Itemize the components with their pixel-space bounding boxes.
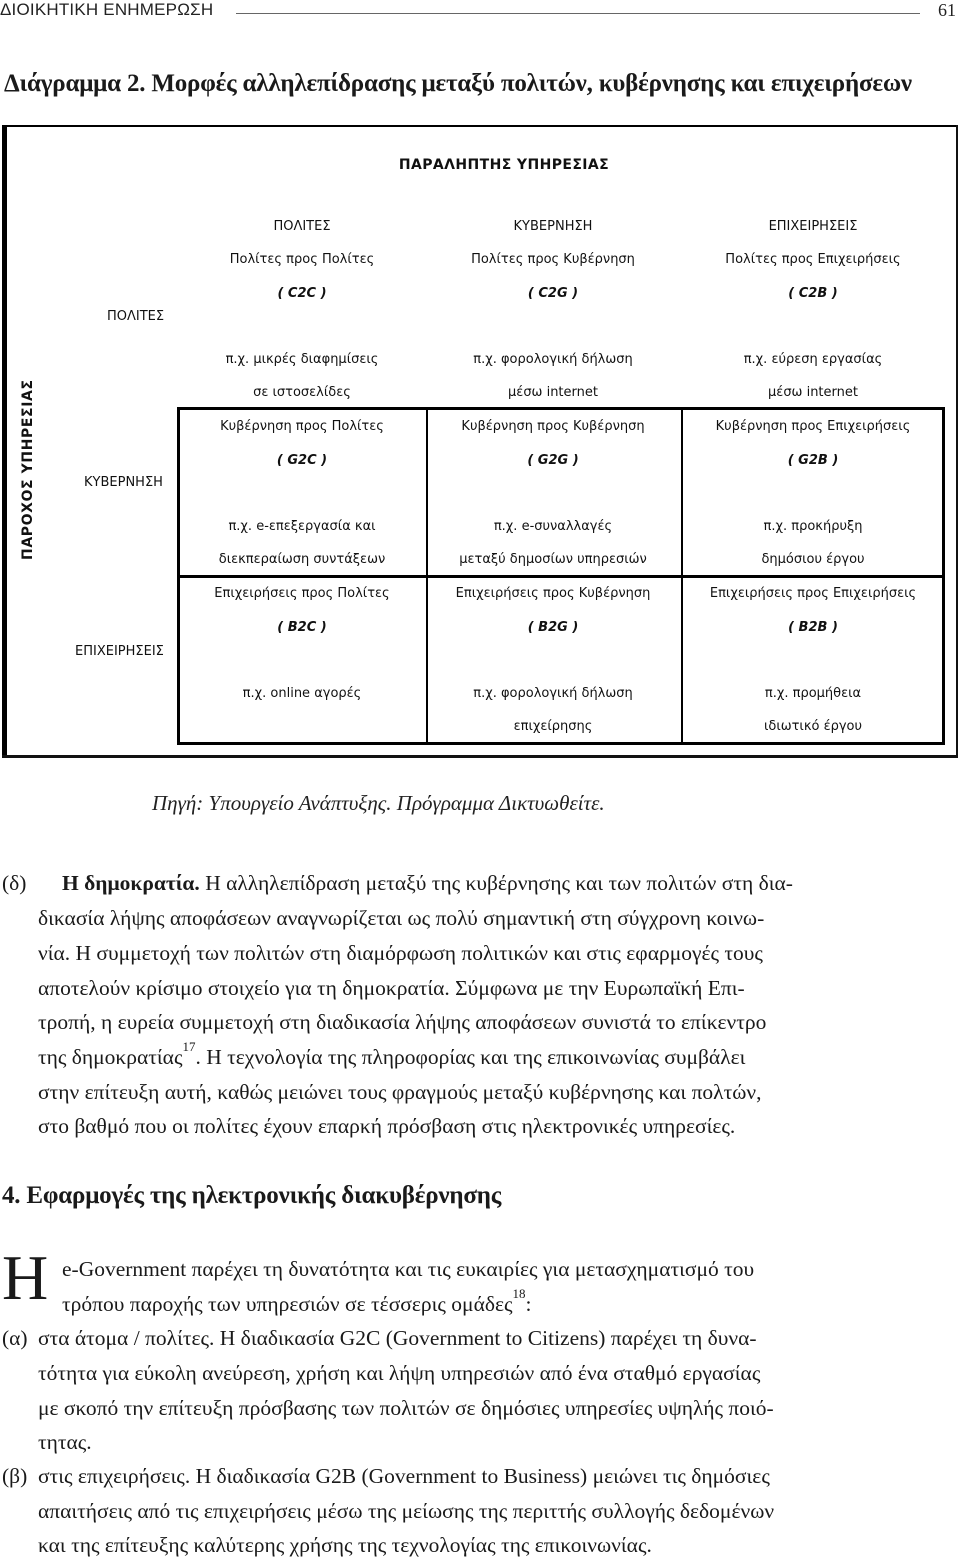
paragraph-line: e-Government παρέχει τη δυνατότητα και τις ευκαιρίες για μετασχηματισμό του bbox=[62, 1257, 755, 1281]
provider-title bbox=[20, 532, 36, 560]
cell-title: Πολίτες προς Πολίτες bbox=[229, 252, 375, 267]
column-header-businesses: ΕΠΙΧΕΙΡΗΣΕΙΣ bbox=[768, 219, 858, 234]
cell-title: Κυβέρνηση προς Επιχειρήσεις bbox=[715, 419, 911, 434]
paragraph-line: τητας. bbox=[38, 1430, 92, 1454]
cell-title: Επιχειρήσεις προς Πολίτες bbox=[214, 586, 390, 601]
paragraph-line: στην επίτευξη αυτή, καθώς μειώνει τους φραγμούς μεταξύ κυβέρνησης και πολτών, bbox=[38, 1080, 762, 1104]
paragraph-text: . Η τεχνολογία της πληροφορίας και της επικοινωνίας συμβάλει bbox=[195, 1045, 746, 1069]
cell-example: π.χ. e-συναλλαγές bbox=[493, 519, 613, 534]
diagram-border-bottom bbox=[2, 755, 958, 758]
paragraph-text: : bbox=[525, 1292, 532, 1316]
cell-title: Κυβέρνηση προς Πολίτες bbox=[220, 419, 384, 434]
cell-example: μέσω internet bbox=[508, 385, 598, 400]
cell-code: ( C2G ) bbox=[527, 286, 579, 301]
paragraph-line: στις επιχειρήσεις. Η διαδικασία G2B (Government to Business) μειώνει τις δημόσιες bbox=[38, 1464, 770, 1488]
paragraph-text: της δημοκρατίας bbox=[38, 1045, 183, 1069]
cell-code: ( B2B ) bbox=[788, 620, 838, 635]
row-header-government: ΚΥΒΕΡΝΗΣΗ bbox=[84, 475, 163, 490]
paragraph-line: νία. Η συμμετοχή των πολιτών στη διαμόρφωση πολιτικών και στις εφαρμογές τους bbox=[38, 941, 763, 965]
cell-example: π.χ. προμήθεια bbox=[764, 686, 862, 701]
cell-example: π.χ. φορολογική δήλωση bbox=[473, 686, 633, 701]
cell-example: δημόσιου έργου bbox=[761, 552, 865, 567]
receiver-title: ΠΑΡΑΛΗΠΤΗΣ ΥΠΗΡΕΣΙΑΣ bbox=[398, 157, 610, 173]
cell-code: ( G2B ) bbox=[787, 453, 839, 468]
cell-example: επιχείρησης bbox=[513, 719, 593, 734]
paragraph-text: τρόπου παροχής των υπηρεσιών σε τέσσερις ομάδες bbox=[62, 1292, 513, 1316]
cell-example: π.χ. προκήρυξη bbox=[763, 519, 863, 534]
grid-line-bottom bbox=[177, 742, 945, 745]
cell-code: ( G2C ) bbox=[276, 453, 328, 468]
grid-line-left bbox=[177, 407, 180, 745]
cell-code: ( G2G ) bbox=[527, 453, 579, 468]
grid-line-top bbox=[177, 407, 945, 410]
header-rule bbox=[236, 13, 920, 14]
paragraph-line: με σκοπό την επίτευξη πρόσβασης των πολιτών σε δημόσιες υπηρεσίες υψηλής ποιό- bbox=[38, 1396, 774, 1420]
cell-title: Επιχειρήσεις προς Κυβέρνηση bbox=[455, 586, 651, 601]
cell-example: π.χ. e-επεξεργασία και bbox=[228, 519, 376, 534]
footnote-ref: 17 bbox=[182, 1039, 196, 1054]
grid-line-right bbox=[942, 407, 945, 745]
cell-code: ( B2C ) bbox=[277, 620, 327, 635]
footnote-ref: 18 bbox=[512, 1286, 526, 1301]
cell-code: ( C2B ) bbox=[788, 286, 838, 301]
diagram-border-top bbox=[2, 125, 958, 127]
cell-title: Πολίτες προς Κυβέρνηση bbox=[471, 252, 635, 267]
grid-line-col1 bbox=[426, 407, 428, 745]
column-header-citizens: ΠΟΛΙΤΕΣ bbox=[273, 219, 331, 234]
cell-code: ( C2C ) bbox=[277, 286, 327, 301]
cell-example: π.χ. φορολογική δήλωση bbox=[473, 352, 633, 367]
diagram-border-right bbox=[956, 125, 958, 758]
grid-line-middle bbox=[177, 575, 945, 578]
paragraph-line bbox=[62, 867, 793, 900]
grid-line-col2 bbox=[681, 407, 683, 745]
paragraph-heading: Η δημοκρατία. bbox=[62, 871, 200, 895]
paragraph-text: Η αλληλεπίδραση μεταξύ της κυβέρνησης και των πολιτών στη δια- bbox=[205, 871, 793, 895]
paragraph-line: τροπή, η ευρεία συμμετοχή στη διαδικασία λήψης αποφάσεων συνιστά το επίκεντρο bbox=[38, 1010, 767, 1034]
cell-example: π.χ. μικρές διαφημίσεις bbox=[225, 352, 379, 367]
paragraph-line: δικασία λήψης αποφάσεων αναγνωρίζεται ως πολύ σημαντική στη σύγχρονη κοινω- bbox=[38, 906, 765, 930]
row-header-citizens: ΠΟΛΙΤΕΣ bbox=[107, 309, 165, 324]
section-title: 4. Εφαρμογές της ηλεκτρονικής διακυβέρνησης bbox=[2, 1182, 502, 1209]
cell-example: μέσω internet bbox=[768, 385, 858, 400]
paragraph-line: τότητα για εύκολη ανεύρεση, χρήση και λήψη υπηρεσιών από ένα σταθμό εργασίας bbox=[38, 1361, 761, 1385]
cell-example: π.χ. online αγορές bbox=[242, 686, 362, 701]
paragraph-line: απαιτήσεις από τις επιχειρήσεις μέσω της μείωσης της περιττής συλλογής δεδομένων bbox=[38, 1499, 775, 1523]
cell-title: Πολίτες προς Επιχειρήσεις bbox=[725, 252, 901, 267]
paragraph-line bbox=[38, 1041, 745, 1074]
paragraph-label: (δ) bbox=[2, 871, 27, 895]
cell-title: Επιχειρήσεις προς Επιχειρήσεις bbox=[709, 586, 917, 601]
cell-example: π.χ. εύρεση εργασίας bbox=[743, 352, 883, 367]
page-number: 61 bbox=[938, 0, 956, 20]
paragraph-line: και της επίτευξης καλύτερης χρήσης της τεχνολογίας της επικοινωνίας. bbox=[38, 1533, 652, 1557]
cell-code: ( B2G ) bbox=[527, 620, 579, 635]
column-header-government: ΚΥΒΕΡΝΗΣΗ bbox=[513, 219, 593, 234]
running-header: ΔΙΟΙΚΗΤΙΚΗ ΕΝΗΜΕΡΩΣΗ bbox=[0, 0, 214, 19]
diagram-title: Διάγραμμα 2. Μορφές αλληλεπίδρασης μεταξύ πολιτών, κυβέρνησης και επιχειρήσεων bbox=[4, 70, 912, 97]
cell-example: ιδιωτικό έργου bbox=[763, 719, 863, 734]
list-label: (α) bbox=[2, 1326, 28, 1350]
paragraph-line bbox=[62, 1288, 532, 1321]
cell-example: μεταξύ δημοσίων υπηρεσιών bbox=[459, 552, 647, 567]
diagram-border-left bbox=[2, 125, 7, 758]
cell-title: Κυβέρνηση προς Κυβέρνηση bbox=[461, 419, 645, 434]
row-header-businesses: ΕΠΙΧΕΙΡΗΣΕΙΣ bbox=[75, 644, 164, 659]
list-label: (β) bbox=[2, 1464, 28, 1488]
paragraph-line: αποτελούν κρίσιμο στοιχείο για τη δημοκρατία. Σύμφωνα με την Ευρωπαϊκή Επι- bbox=[38, 976, 745, 1000]
cell-example: διεκπεραίωση συντάξεων bbox=[218, 552, 386, 567]
diagram-source: Πηγή: Υπουργείο Ανάπτυξης. Πρόγραμμα Δικτυωθείτε. bbox=[152, 791, 605, 815]
paragraph-line: στο βαθμό που οι πολίτες έχουν επαρκή πρόσβαση στις ηλεκτρονικές υπηρεσίες. bbox=[38, 1114, 736, 1138]
cell-example: σε ιστοσελίδες bbox=[253, 385, 351, 400]
drop-cap: Η bbox=[2, 1242, 49, 1313]
paragraph-line: στα άτομα / πολίτες. Η διαδικασία G2C (Government to Citizens) παρέχει τη δυνα- bbox=[38, 1326, 757, 1350]
